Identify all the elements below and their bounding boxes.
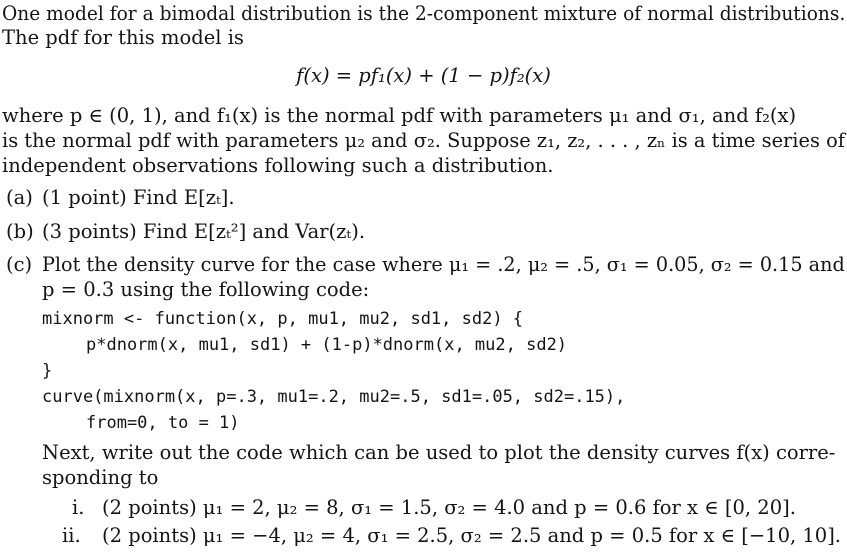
where-line-2: is the normal pdf with parameters μ₂ and σ₂. Suppose z₁, z₂, . . . , zₙ is a time series of [2, 129, 845, 152]
subpart-i-text: (2 points) μ₁ = 2, μ₂ = 8, σ₁ = 1.5, σ₂ = 4.0 and p = 0.6 for x ∈ [0, 20]. [102, 496, 796, 519]
code-line-1: mixnorm <- function(x, p, mu1, mu2, sd1, sd2) { [42, 309, 524, 329]
subpart-ii-label: ii. [62, 524, 81, 547]
code-line-3: } [42, 361, 53, 381]
part-a-label: (a) [6, 186, 33, 209]
next-line-2: sponding to [42, 466, 159, 489]
part-a-text: (1 point) Find E[zₜ]. [42, 186, 235, 209]
code-line-2: p*dnorm(x, mu1, sd1) + (1-p)*dnorm(x, mu2, sd2) [86, 335, 568, 355]
code-line-4: curve(mixnorm(x, p=.3, mu1=.2, mu2=.5, sd1=.05, sd2=.15), [42, 387, 626, 407]
part-c-line-2: p = 0.3 using the following code: [42, 278, 370, 301]
intro-line-1: One model for a bimodal distribution is the 2-component mixture of normal distributions. [2, 2, 846, 25]
next-line-1: Next, write out the code which can be used to plot the density curves f(x) corre- [42, 441, 836, 464]
part-b-label: (b) [6, 220, 34, 243]
part-b-text: (3 points) Find E[zₜ²] and Var(zₜ). [42, 220, 366, 243]
subpart-i-label: i. [72, 496, 85, 519]
part-c-label: (c) [6, 253, 33, 276]
where-line-3: independent observations following such a distribution. [2, 154, 554, 177]
code-line-5: from=0, to = 1) [86, 413, 240, 433]
part-c-line-1: Plot the density curve for the case where μ₁ = .2, μ₂ = .5, σ₁ = 0.05, σ₂ = 0.15 and [42, 253, 845, 276]
subpart-ii-text: (2 points) μ₁ = −4, μ₂ = 4, σ₁ = 2.5, σ₂ = 2.5 and p = 0.5 for x ∈ [−10, 10]. [102, 524, 842, 547]
where-line-1: where p ∈ (0, 1), and f₁(x) is the normal pdf with parameters μ₁ and σ₁, and f₂(x) [2, 104, 797, 127]
pdf-formula: f(x) = pf₁(x) + (1 − p)f₂(x) [296, 64, 551, 87]
intro-line-2: The pdf for this model is [2, 26, 244, 49]
